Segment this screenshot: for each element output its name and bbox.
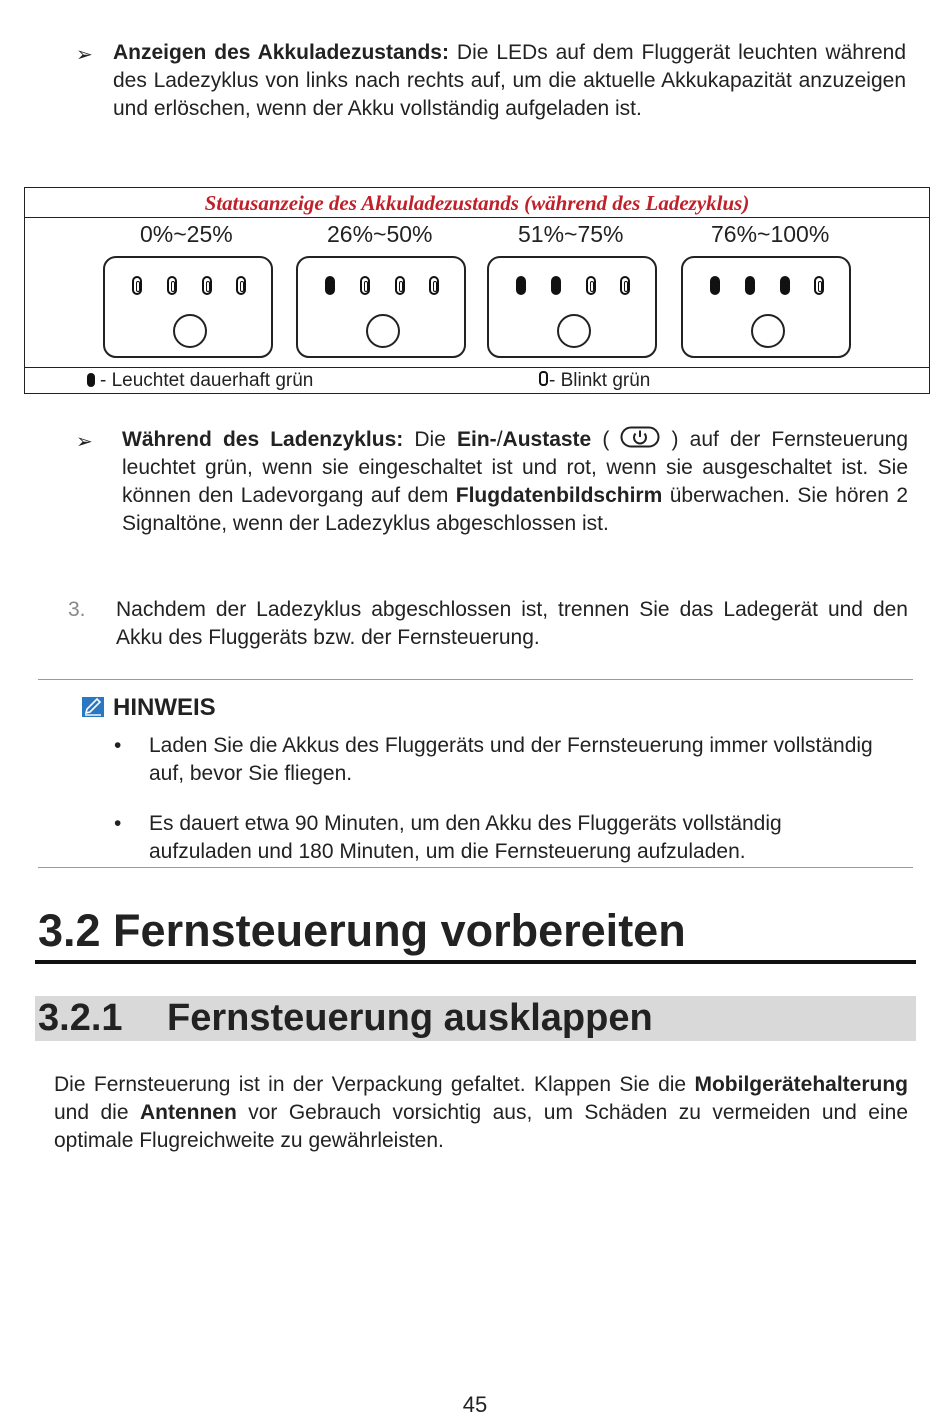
text-run: vor Gebrauch vorsichtig aus, um Schäden zu vermeiden und eine optimale Flugreichweite zu gewährleisten. [54, 1101, 908, 1152]
battery-level-text: Die LEDs auf dem Fluggerät leuchten während des Ladezyklus von links nach rechts auf, um die aktuelle Akkukapazität anzuzeigen und erlöschen, wenn der Akku vollständig aufgeladen ist. [113, 41, 907, 120]
legend-on-label: - Leuchtet dauerhaft grün [100, 370, 314, 391]
text-run: und die [54, 1101, 140, 1124]
antennas-term: Antennen [139, 1101, 237, 1124]
battery-icon-1 [296, 256, 466, 358]
legend-blink-label: - Blinkt grün [549, 370, 651, 391]
step-3-text: Nachdem der Ladezyklus abgeschlossen ist, trennen Sie das Ladegerät und den Akku des Fluggeräts bzw. der Fernsteuerung. [116, 598, 908, 649]
led-on-icon [710, 276, 720, 295]
led-blink-icon [202, 276, 212, 295]
table-caption: Statusanzeige des Akkuladezustands (während des Ladezyklus) [25, 188, 929, 218]
led-blink-icon [814, 276, 824, 295]
battery-icon-2 [487, 256, 657, 358]
led-blink-icon [395, 276, 405, 295]
charging-cycle-term: Während des Ladenzyklus: [122, 428, 404, 451]
section-heading: 3.2 Fernsteuerung vorbereiten [38, 905, 686, 956]
unfold-paragraph [54, 1071, 908, 1155]
battery-icon-3 [681, 256, 851, 358]
led-on-icon [325, 276, 335, 295]
led-blink-icon [620, 276, 630, 295]
pencil-note-icon [82, 697, 104, 717]
power-key-term-2: Austaste [502, 428, 592, 451]
led-blink-icon [429, 276, 439, 295]
section-heading-rule [35, 960, 916, 964]
led-blink-icon [586, 276, 596, 295]
led-blink-icon [236, 276, 246, 295]
note-bottom-rule [38, 867, 913, 868]
power-button-icon [751, 314, 785, 348]
led-on-icon [551, 276, 561, 295]
led-on-icon [745, 276, 755, 295]
subsection-heading: Fernsteuerung ausklappen [167, 997, 653, 1039]
mobile-holder-term: Mobilgerätehalterung [694, 1073, 908, 1096]
power-button-icon [173, 314, 207, 348]
text-run: ( [591, 428, 621, 451]
power-button-icon [366, 314, 400, 348]
text-run: Die Fernsteuerung ist in der Verpackung gefaltet. Klappen Sie die [54, 1073, 695, 1096]
text-run: / [496, 428, 503, 451]
battery-level-paragraph [113, 39, 906, 123]
power-button-icon [557, 314, 591, 348]
note-bullet: • [114, 734, 122, 757]
state-label-3: 76%~100% [711, 221, 830, 247]
bullet-arrow: ➢ [76, 42, 93, 66]
power-button-icon [620, 426, 660, 448]
led-blink-icon [360, 276, 370, 295]
text-run: überwachen. Sie hören 2 Signaltöne, wenn der Ladezyklus abgeschlossen ist. [122, 484, 909, 535]
battery-icon-0 [103, 256, 273, 358]
note-item-2: Es dauert etwa 90 Minuten, um den Akku des Fluggeräts vollständig aufzuladen und 180 Minuten, um die Fernsteuerung aufzuladen. [149, 812, 782, 863]
charging-cycle-paragraph [122, 426, 908, 538]
state-label-1: 26%~50% [327, 221, 433, 247]
table-legend [25, 367, 929, 394]
subsection-number: 3.2.1 [38, 997, 123, 1039]
step-number: 3. [68, 598, 86, 621]
bullet-arrow: ➢ [76, 429, 93, 453]
flight-data-screen-term: Flugdatenbildschirm [455, 484, 663, 507]
led-on-icon [780, 276, 790, 295]
led-on-icon [87, 373, 95, 387]
led-blink-icon [132, 276, 142, 295]
state-label-0: 0%~25% [140, 221, 233, 247]
led-blink-icon [539, 371, 548, 386]
note-item-1: Laden Sie die Akkus des Fluggeräts und der Fernsteuerung immer vollständig auf, bevor Sie fliegen. [149, 734, 873, 785]
note-bullet: • [114, 812, 122, 835]
led-on-icon [516, 276, 526, 295]
battery-level-term: Anzeigen des Akkuladezustands: [113, 41, 449, 64]
note-title: HINWEIS [113, 694, 216, 721]
text-run: ) auf der Fernsteuerung leuchtet grün, wenn sie eingeschaltet ist und rot, wenn sie ausgeschaltet ist. Sie können den Ladevorgang auf dem [122, 428, 908, 507]
note-top-rule [38, 679, 913, 680]
state-label-2: 51%~75% [518, 221, 624, 247]
power-key-term: Ein- [457, 428, 497, 451]
led-blink-icon [167, 276, 177, 295]
page-number: 45 [462, 1392, 488, 1417]
text-run: Die [403, 428, 458, 451]
